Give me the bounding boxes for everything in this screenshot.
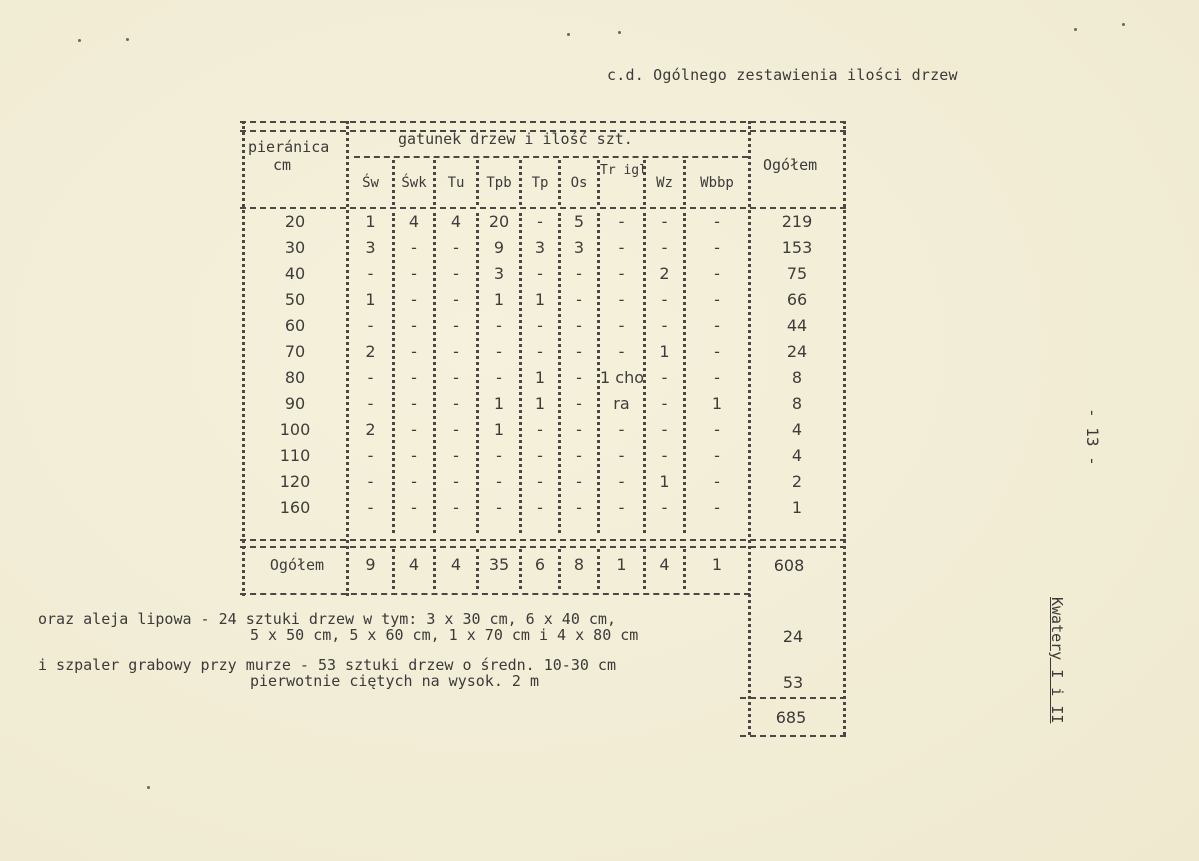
row-value: - — [576, 342, 582, 361]
vertical-rule — [843, 121, 846, 735]
row-value: 2 — [365, 420, 376, 439]
row-value: - — [411, 498, 417, 517]
row-value: 1 — [365, 212, 376, 231]
row-value: 1 — [659, 342, 670, 361]
totals-value: 9 — [365, 555, 376, 574]
horizontal-rule — [240, 546, 846, 548]
row-value: - — [367, 264, 374, 283]
row-total: 4 — [791, 420, 803, 439]
row-value: - — [537, 316, 543, 335]
species-header: Wz — [656, 175, 673, 191]
row-value: 1 — [493, 394, 505, 413]
row-value: - — [453, 420, 459, 439]
row-value: - — [714, 446, 720, 465]
row-value: - — [453, 394, 459, 413]
row-value: - — [537, 264, 543, 283]
note-szpaler-grabowy: i szpaler grabowy przy murze - 53 sztuki drzew o średn. 10-30 cm — [38, 656, 616, 674]
species-group-header: gatunek drzew i ilość szt. — [398, 130, 633, 148]
row-diameter: 60 — [284, 316, 306, 335]
species-header: Tpb — [486, 175, 512, 191]
row-value: - — [411, 290, 417, 309]
row-value: 1 cho — [600, 368, 644, 387]
note-aleja-lipowa: oraz aleja lipowa - 24 sztuki drzew w tym: 3 x 30 cm, 6 x 40 cm, — [38, 610, 616, 628]
row-diameter: 30 — [284, 238, 306, 257]
row-value: - — [714, 290, 720, 309]
row-value: - — [576, 368, 582, 387]
row-value: - — [661, 394, 668, 413]
row-value: - — [496, 316, 502, 335]
row-value: 2 — [659, 264, 670, 283]
row-value: - — [576, 446, 582, 465]
row-value: - — [618, 264, 625, 283]
row-value: 1 — [534, 368, 546, 387]
row-value: - — [453, 238, 459, 257]
final-total: 685 — [775, 708, 807, 727]
document-header: c.d. Ogólnego zestawienia ilości drzew — [607, 66, 958, 84]
row-value: - — [411, 264, 417, 283]
totals-value: 1 — [711, 555, 723, 574]
row-value: - — [496, 498, 502, 517]
row-value: - — [661, 446, 668, 465]
row-diameter: 90 — [284, 394, 306, 413]
paper-speck — [618, 31, 621, 34]
row-value: - — [714, 420, 720, 439]
row-value: - — [453, 290, 459, 309]
row-total: 4 — [791, 446, 803, 465]
row-value: - — [367, 316, 374, 335]
row-total: 75 — [786, 264, 808, 283]
row-value: 9 — [493, 238, 505, 257]
row-diameter: 120 — [279, 472, 311, 491]
row-value: - — [714, 316, 720, 335]
page-number: - 13 - — [1083, 408, 1102, 466]
row-diameter: 50 — [284, 290, 306, 309]
row-value: - — [411, 420, 417, 439]
horizontal-rule — [240, 539, 846, 541]
row-value: 4 — [408, 212, 420, 231]
row-total: 8 — [791, 394, 803, 413]
row-value: - — [576, 394, 582, 413]
row-total: 153 — [781, 238, 813, 257]
totals-value: 1 — [616, 555, 627, 574]
horizontal-rule — [240, 121, 846, 123]
note-szpaler-sum: 53 — [782, 673, 804, 692]
row-value: - — [453, 264, 459, 283]
row-value: - — [661, 212, 668, 231]
row-value: - — [411, 316, 417, 335]
row-value: 5 — [573, 212, 585, 231]
species-header: Śwk — [401, 175, 427, 191]
species-header: Os — [570, 175, 588, 191]
row-value: - — [411, 394, 417, 413]
totals-value: 4 — [659, 555, 670, 574]
species-header: Wbbp — [700, 175, 734, 191]
row-value: 1 — [493, 420, 505, 439]
row-value: 1 — [493, 290, 505, 309]
row-value: - — [714, 368, 720, 387]
row-value: - — [576, 420, 582, 439]
row-value: - — [496, 342, 502, 361]
horizontal-rule — [240, 593, 750, 595]
row-value: - — [714, 238, 720, 257]
species-header: Św — [362, 175, 379, 191]
row-value: - — [411, 238, 417, 257]
row-value: - — [661, 420, 668, 439]
row-value: - — [453, 498, 459, 517]
row-value: - — [537, 420, 543, 439]
row-value: - — [714, 212, 720, 231]
row-total: 1 — [791, 498, 803, 517]
row-value: - — [576, 264, 582, 283]
horizontal-rule — [740, 697, 846, 699]
row-value: - — [453, 342, 459, 361]
row-value: - — [411, 342, 417, 361]
paper-speck — [1122, 23, 1125, 26]
row-total: 66 — [786, 290, 808, 309]
row-value: - — [576, 316, 582, 335]
row-value: - — [714, 498, 720, 517]
row-value: 1 — [534, 394, 546, 413]
paper-speck — [147, 786, 150, 789]
vertical-rule — [242, 121, 245, 596]
row-value: - — [618, 446, 625, 465]
row-value: 4 — [450, 212, 462, 231]
row-total: 44 — [786, 316, 808, 335]
row-value: - — [661, 238, 668, 257]
row-value: - — [618, 212, 625, 231]
row-total: 219 — [781, 212, 813, 231]
row-value: 3 — [493, 264, 505, 283]
row-value: - — [714, 264, 720, 283]
row-total: 8 — [791, 368, 803, 387]
row-value: - — [367, 368, 374, 387]
row-value: - — [714, 472, 720, 491]
paper-speck — [126, 38, 129, 41]
diameter-unit: cm — [273, 156, 292, 174]
row-value: - — [618, 420, 625, 439]
diameter-column-header: pieránica — [248, 138, 330, 156]
species-header-part: Tr igl — [600, 163, 647, 178]
row-diameter: 20 — [284, 212, 306, 231]
totals-value: 4 — [450, 555, 462, 574]
row-value: - — [537, 446, 543, 465]
row-value: - — [453, 446, 459, 465]
row-value: - — [618, 498, 625, 517]
row-value: - — [661, 316, 668, 335]
row-value: - — [411, 368, 417, 387]
row-diameter: 70 — [284, 342, 306, 361]
row-value: 3 — [573, 238, 585, 257]
side-label: Kwatery I i II — [1048, 597, 1066, 724]
row-value: - — [618, 342, 625, 361]
row-value: - — [453, 316, 459, 335]
row-value: - — [576, 498, 582, 517]
row-value: - — [453, 368, 459, 387]
totals-value: 6 — [534, 555, 546, 574]
species-header: Tu — [447, 175, 465, 191]
row-value: - — [537, 342, 543, 361]
row-value: 2 — [365, 342, 376, 361]
row-value: - — [537, 472, 543, 491]
row-value: - — [453, 472, 459, 491]
row-value: - — [576, 290, 582, 309]
row-value: 1 — [711, 394, 723, 413]
row-value: 1 — [365, 290, 376, 309]
row-value: - — [537, 498, 543, 517]
note-szpaler-grabowy-cont: pierwotnie ciętych na wysok. 2 m — [250, 672, 539, 690]
paper-speck — [1074, 28, 1077, 31]
row-value: - — [496, 368, 502, 387]
totals-value: 4 — [408, 555, 420, 574]
species-header: Tp — [531, 175, 549, 191]
grand-total: 608 — [773, 556, 805, 575]
row-value: 3 — [365, 238, 376, 257]
row-value: - — [714, 342, 720, 361]
row-diameter: 100 — [279, 420, 311, 439]
row-value: - — [618, 238, 625, 257]
paper-speck — [567, 33, 570, 36]
row-value: - — [661, 498, 668, 517]
row-value: - — [618, 290, 625, 309]
row-value: 3 — [534, 238, 546, 257]
row-value: - — [367, 446, 374, 465]
row-value: ra — [613, 394, 630, 413]
row-value: 1 — [534, 290, 546, 309]
row-value: - — [661, 368, 668, 387]
totals-row-label: Ogółem — [269, 556, 325, 574]
row-total: 2 — [791, 472, 803, 491]
row-diameter: 160 — [279, 498, 311, 517]
note-aleja-lipowa-cont: 5 x 50 cm, 5 x 60 cm, 1 x 70 cm i 4 x 80 cm — [250, 626, 639, 644]
row-value: - — [367, 472, 374, 491]
row-value: - — [367, 394, 374, 413]
row-diameter: 110 — [279, 446, 311, 465]
row-total: 24 — [786, 342, 808, 361]
row-value: 20 — [488, 212, 510, 231]
row-value: - — [411, 446, 417, 465]
row-value: - — [496, 472, 502, 491]
row-value: - — [537, 212, 543, 231]
species-header-tr-igl — [600, 163, 647, 178]
row-value: - — [576, 472, 582, 491]
horizontal-rule — [354, 156, 748, 158]
row-value: - — [618, 472, 625, 491]
horizontal-rule — [740, 735, 846, 737]
totals-value: 8 — [573, 555, 585, 574]
row-value: - — [618, 316, 625, 335]
row-diameter: 40 — [284, 264, 306, 283]
total-column-header: Ogółem — [763, 156, 818, 174]
horizontal-rule — [240, 207, 846, 209]
row-diameter: 80 — [284, 368, 306, 387]
row-value: - — [411, 472, 417, 491]
totals-value: 35 — [488, 555, 510, 574]
row-value: - — [661, 290, 668, 309]
paper-speck — [78, 39, 81, 42]
note-aleja-sum: 24 — [782, 627, 804, 646]
row-value: - — [496, 446, 502, 465]
row-value: 1 — [659, 472, 670, 491]
row-value: - — [367, 498, 374, 517]
